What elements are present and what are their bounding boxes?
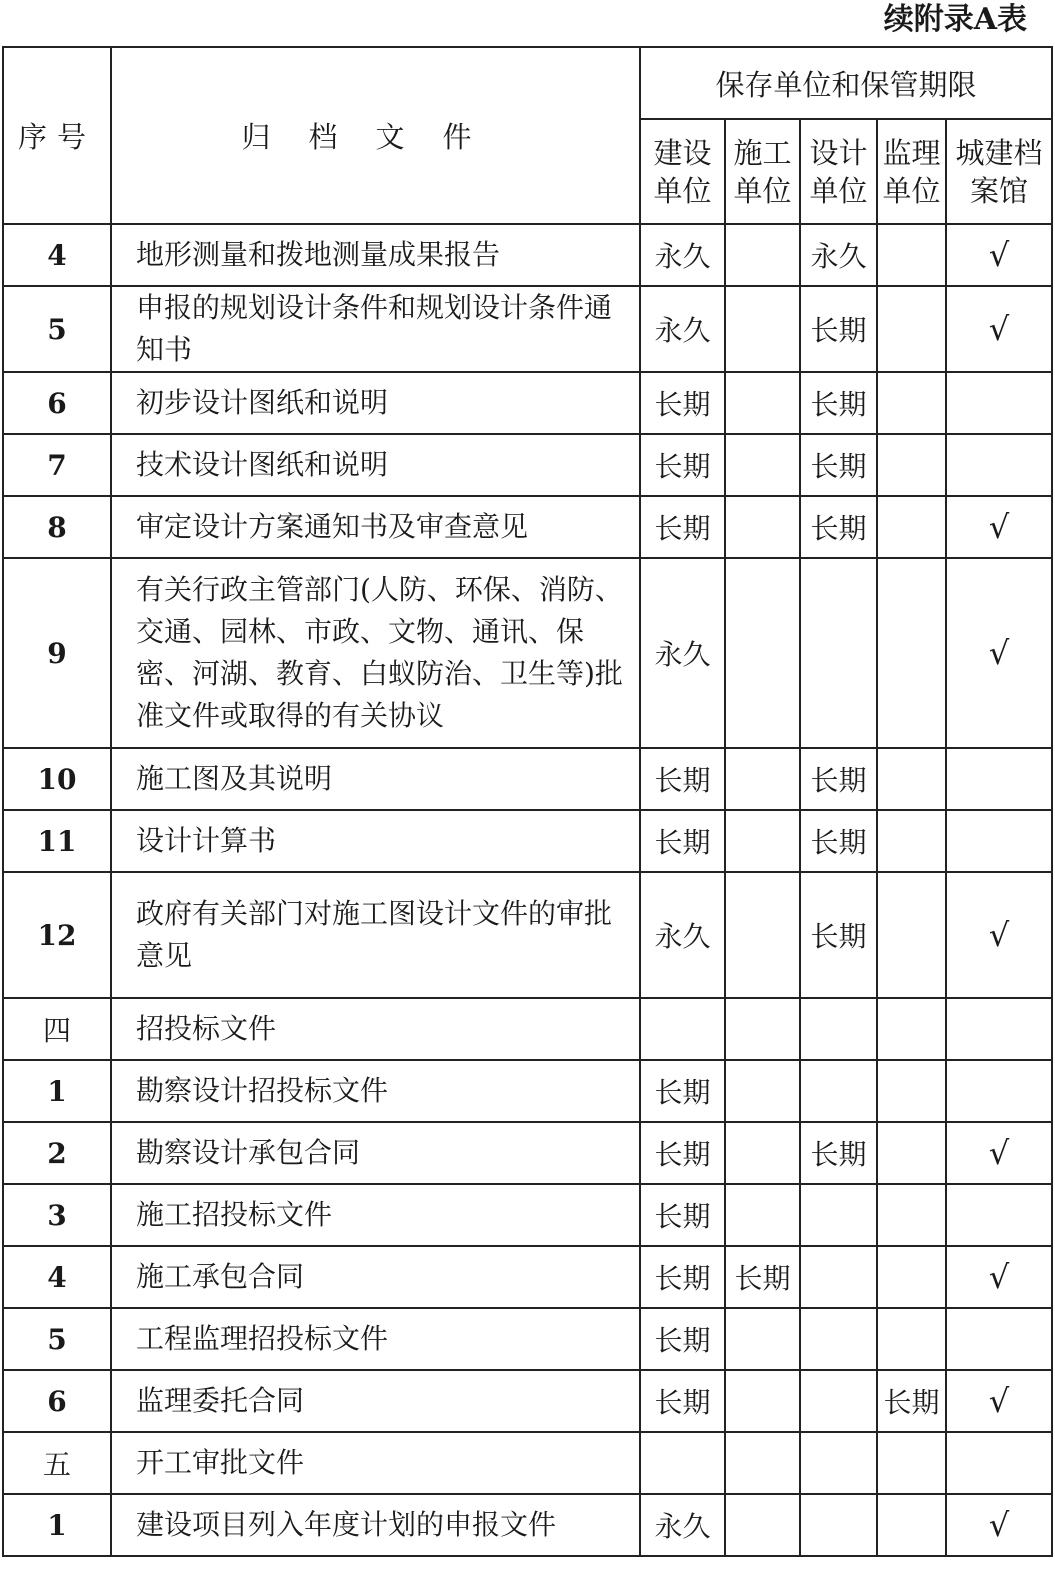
archive-table <box>2 46 1053 1557</box>
row-number: 4 <box>3 224 111 286</box>
row-retention-cell <box>800 1184 877 1246</box>
table-row <box>3 810 1052 872</box>
row-document: 建设项目列入年度计划的申报文件 <box>111 1494 640 1556</box>
row-document: 申报的规划设计条件和规划设计条件通知书 <box>111 286 640 372</box>
row-retention-cell <box>800 1494 877 1556</box>
row-retention-cell: √ <box>946 286 1052 372</box>
row-number: 5 <box>3 1308 111 1370</box>
row-retention-cell <box>725 1432 800 1494</box>
header-unit: 建设 单位 <box>640 119 725 224</box>
row-document: 施工招投标文件 <box>111 1184 640 1246</box>
row-retention-cell: 长期 <box>800 372 877 434</box>
row-retention-cell: √ <box>946 224 1052 286</box>
row-document: 设计计算书 <box>111 810 640 872</box>
row-retention-cell <box>946 1308 1052 1370</box>
header-unit: 设计 单位 <box>800 119 877 224</box>
row-retention-cell: 长期 <box>800 434 877 496</box>
row-retention-cell <box>725 810 800 872</box>
row-retention-cell <box>725 1122 800 1184</box>
header-unit: 施工 单位 <box>725 119 800 224</box>
row-document: 勘察设计承包合同 <box>111 1122 640 1184</box>
row-retention-cell <box>725 1370 800 1432</box>
table-header <box>3 47 1052 224</box>
row-number: 2 <box>3 1122 111 1184</box>
table-row <box>3 1494 1052 1556</box>
row-retention-cell <box>725 1060 800 1122</box>
row-number: 四 <box>3 998 111 1060</box>
row-retention-cell <box>877 810 946 872</box>
row-retention-cell <box>877 286 946 372</box>
row-number: 3 <box>3 1184 111 1246</box>
row-retention-cell <box>725 224 800 286</box>
row-retention-cell <box>725 372 800 434</box>
table-row <box>3 998 1052 1060</box>
row-retention-cell <box>877 224 946 286</box>
table-row <box>3 1060 1052 1122</box>
row-document: 施工图及其说明 <box>111 748 640 810</box>
row-retention-cell: 长期 <box>800 748 877 810</box>
row-retention-cell <box>877 558 946 748</box>
table-body <box>3 224 1052 1556</box>
table-row <box>3 434 1052 496</box>
row-document: 监理委托合同 <box>111 1370 640 1432</box>
row-retention-cell: 永久 <box>640 872 725 998</box>
row-retention-cell: 长期 <box>800 286 877 372</box>
row-document: 地形测量和拨地测量成果报告 <box>111 224 640 286</box>
table-row <box>3 1122 1052 1184</box>
header-unit: 城建档 案馆 <box>946 119 1052 224</box>
row-retention-cell <box>640 1432 725 1494</box>
row-retention-cell <box>946 434 1052 496</box>
row-retention-cell: 长期 <box>800 496 877 558</box>
row-retention-cell <box>725 1308 800 1370</box>
row-document: 施工承包合同 <box>111 1246 640 1308</box>
row-number: 10 <box>3 748 111 810</box>
row-retention-cell: √ <box>946 872 1052 998</box>
row-retention-cell <box>946 810 1052 872</box>
table-title: 续附录A表 <box>883 2 1027 37</box>
row-retention-cell: 永久 <box>640 224 725 286</box>
row-retention-cell: 长期 <box>800 810 877 872</box>
table-row <box>3 1246 1052 1308</box>
table-row <box>3 1308 1052 1370</box>
row-retention-cell <box>877 1184 946 1246</box>
row-retention-cell <box>946 748 1052 810</box>
row-retention-cell <box>725 748 800 810</box>
row-retention-cell <box>725 1184 800 1246</box>
row-retention-cell <box>946 998 1052 1060</box>
row-retention-cell: 长期 <box>725 1246 800 1308</box>
row-retention-cell <box>877 496 946 558</box>
row-number: 12 <box>3 872 111 998</box>
table-row <box>3 224 1052 286</box>
row-retention-cell <box>725 872 800 998</box>
row-retention-cell <box>640 998 725 1060</box>
row-number: 8 <box>3 496 111 558</box>
row-retention-cell: √ <box>946 1122 1052 1184</box>
row-retention-cell <box>877 434 946 496</box>
row-retention-cell <box>877 1060 946 1122</box>
row-retention-cell <box>877 1494 946 1556</box>
row-retention-cell: √ <box>946 1370 1052 1432</box>
row-retention-cell: √ <box>946 496 1052 558</box>
row-number: 1 <box>3 1060 111 1122</box>
table-row <box>3 1370 1052 1432</box>
row-retention-cell: 长期 <box>640 1184 725 1246</box>
row-retention-cell <box>877 748 946 810</box>
row-retention-cell <box>946 1432 1052 1494</box>
row-number: 6 <box>3 1370 111 1432</box>
row-retention-cell <box>877 872 946 998</box>
row-number: 9 <box>3 558 111 748</box>
row-retention-cell <box>800 1246 877 1308</box>
row-document: 工程监理招投标文件 <box>111 1308 640 1370</box>
row-retention-cell: 长期 <box>640 1370 725 1432</box>
header-group: 保存单位和保管期限 <box>640 47 1052 119</box>
row-retention-cell <box>946 1184 1052 1246</box>
table-row <box>3 286 1052 372</box>
table-row <box>3 872 1052 998</box>
table-row <box>3 372 1052 434</box>
row-retention-cell: 长期 <box>640 1060 725 1122</box>
row-retention-cell <box>946 1060 1052 1122</box>
row-number: 4 <box>3 1246 111 1308</box>
table-row <box>3 558 1052 748</box>
row-retention-cell: 永久 <box>640 558 725 748</box>
row-retention-cell <box>800 558 877 748</box>
row-retention-cell: 永久 <box>800 224 877 286</box>
row-retention-cell <box>725 286 800 372</box>
row-retention-cell <box>877 998 946 1060</box>
row-document: 招投标文件 <box>111 998 640 1060</box>
row-retention-cell <box>725 434 800 496</box>
row-retention-cell: 长期 <box>640 496 725 558</box>
row-retention-cell <box>725 998 800 1060</box>
row-retention-cell <box>725 1494 800 1556</box>
row-number: 6 <box>3 372 111 434</box>
row-retention-cell: 长期 <box>800 872 877 998</box>
row-retention-cell <box>800 1370 877 1432</box>
row-retention-cell <box>800 998 877 1060</box>
row-number: 五 <box>3 1432 111 1494</box>
row-retention-cell: 永久 <box>640 286 725 372</box>
row-retention-cell <box>877 1246 946 1308</box>
row-retention-cell: 长期 <box>640 434 725 496</box>
row-retention-cell: √ <box>946 558 1052 748</box>
row-number: 1 <box>3 1494 111 1556</box>
header-seq: 序号 <box>3 47 111 224</box>
row-retention-cell: 长期 <box>640 1308 725 1370</box>
header-unit: 监理 单位 <box>877 119 946 224</box>
row-document: 有关行政主管部门(人防、环保、消防、交通、园林、市政、文物、通讯、保密、河湖、教育、白蚁防治、卫生等)批准文件或取得的有关协议 <box>111 558 640 748</box>
table-row <box>3 1184 1052 1246</box>
row-retention-cell <box>877 1308 946 1370</box>
row-retention-cell: 长期 <box>640 1122 725 1184</box>
table-row <box>3 496 1052 558</box>
row-number: 11 <box>3 810 111 872</box>
row-document: 技术设计图纸和说明 <box>111 434 640 496</box>
row-retention-cell <box>725 496 800 558</box>
row-retention-cell <box>877 372 946 434</box>
row-retention-cell <box>946 372 1052 434</box>
row-document: 政府有关部门对施工图设计文件的审批意见 <box>111 872 640 998</box>
row-number: 5 <box>3 286 111 372</box>
row-document: 开工审批文件 <box>111 1432 640 1494</box>
row-retention-cell: 长期 <box>877 1370 946 1432</box>
table-row <box>3 1432 1052 1494</box>
row-retention-cell: √ <box>946 1246 1052 1308</box>
row-retention-cell: √ <box>946 1494 1052 1556</box>
row-retention-cell <box>800 1060 877 1122</box>
row-document: 勘察设计招投标文件 <box>111 1060 640 1122</box>
header-doc: 归档文件 <box>111 47 640 224</box>
row-retention-cell: 长期 <box>640 748 725 810</box>
row-document: 审定设计方案通知书及审查意见 <box>111 496 640 558</box>
row-retention-cell: 长期 <box>800 1122 877 1184</box>
row-retention-cell <box>800 1432 877 1494</box>
row-retention-cell: 长期 <box>640 810 725 872</box>
row-retention-cell: 永久 <box>640 1494 725 1556</box>
row-retention-cell <box>877 1122 946 1184</box>
table-row <box>3 748 1052 810</box>
row-number: 7 <box>3 434 111 496</box>
row-retention-cell: 长期 <box>640 372 725 434</box>
row-retention-cell: 长期 <box>640 1246 725 1308</box>
row-retention-cell <box>800 1308 877 1370</box>
row-document: 初步设计图纸和说明 <box>111 372 640 434</box>
row-retention-cell <box>725 558 800 748</box>
row-retention-cell <box>877 1432 946 1494</box>
